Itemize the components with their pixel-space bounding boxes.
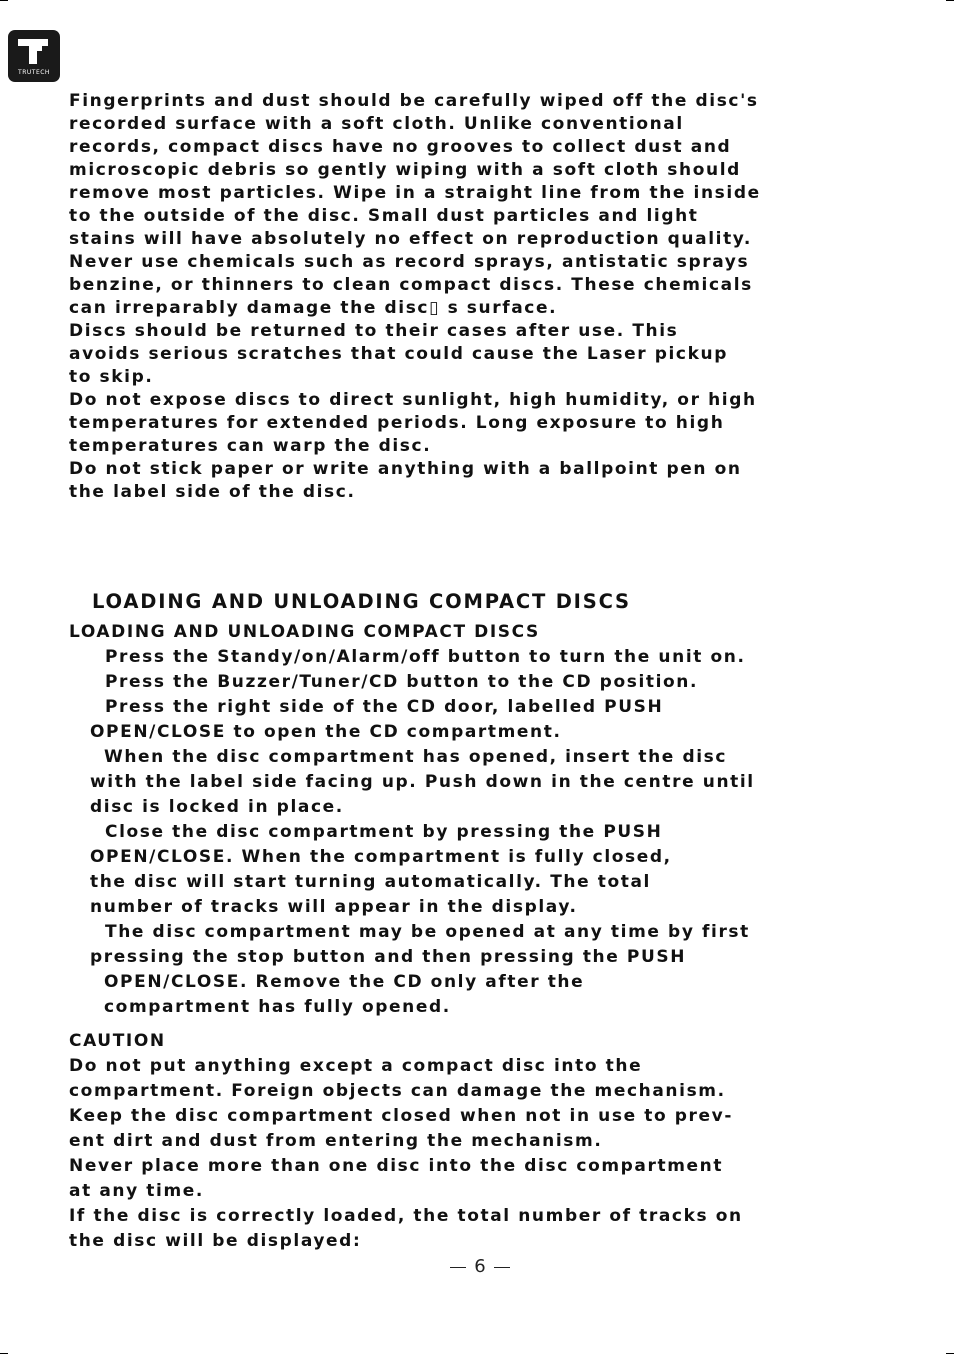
loading-line: OPEN/CLOSE to open the CD compartment. bbox=[90, 722, 562, 742]
care-line: temperatures for extended periods. Long exposure to high bbox=[69, 413, 725, 433]
loading-line: pressing the stop button and then pressing the PUSH bbox=[90, 947, 687, 967]
care-line: can irreparably damage the disc▯ s surface. bbox=[69, 298, 558, 318]
loading-line: the disc will start turning automatically. The total bbox=[90, 872, 651, 892]
page-dash-left bbox=[450, 1267, 466, 1268]
disc-care-section bbox=[69, 90, 761, 504]
loading-line: with the label side facing up. Push down in the centre until bbox=[90, 772, 755, 792]
caution-line: compartment. Foreign objects can damage the mechanism. bbox=[69, 1081, 726, 1101]
crop-mark-top-left bbox=[0, 0, 8, 1]
loading-line: disc is locked in place. bbox=[90, 797, 344, 817]
care-line: Never use chemicals such as record sprays, antistatic sprays bbox=[69, 252, 750, 272]
caution-heading: CAUTION bbox=[69, 1031, 166, 1051]
caution-line: ent dirt and dust from entering the mechanism. bbox=[69, 1131, 603, 1151]
caution-section bbox=[69, 1029, 743, 1254]
logo-brand-text: TRUTECH bbox=[18, 69, 50, 76]
care-line: Fingerprints and dust should be carefully wiped off the disc's bbox=[69, 91, 759, 111]
care-line: recorded surface with a soft cloth. Unlike conventional bbox=[69, 114, 684, 134]
loading-line: number of tracks will appear in the display. bbox=[90, 897, 578, 917]
loading-line: Press the Standy/on/Alarm/off button to turn the unit on. bbox=[105, 647, 746, 667]
loading-line: OPEN/CLOSE. Remove the CD only after the bbox=[104, 972, 585, 992]
care-line: Discs should be returned to their cases after use. This bbox=[69, 321, 679, 341]
care-line: Do not expose discs to direct sunlight, high humidity, or high bbox=[69, 390, 757, 410]
crop-mark-top-right bbox=[946, 0, 954, 1]
loading-line: Press the Buzzer/Tuner/CD button to the CD position. bbox=[105, 672, 699, 692]
loading-line: The disc compartment may be opened at any time by first bbox=[105, 922, 750, 942]
care-line: Do not stick paper or write anything with a ballpoint pen on bbox=[69, 459, 742, 479]
care-line: temperatures can warp the disc. bbox=[69, 436, 432, 456]
page-number bbox=[440, 1256, 520, 1277]
caution-line: If the disc is correctly loaded, the total number of tracks on bbox=[69, 1206, 743, 1226]
caution-line: Do not put anything except a compact disc into the bbox=[69, 1056, 643, 1076]
loading-line: OPEN/CLOSE. When the compartment is fully closed, bbox=[90, 847, 672, 867]
loading-line: Close the disc compartment by pressing the PUSH bbox=[105, 822, 663, 842]
caution-line: the disc will be displayed: bbox=[69, 1231, 362, 1251]
care-line: to skip. bbox=[69, 367, 154, 387]
care-line: benzine, or thinners to clean compact discs. These chemicals bbox=[69, 275, 753, 295]
logo-t-bar bbox=[18, 39, 48, 46]
care-line: records, compact discs have no grooves to collect dust and bbox=[69, 137, 732, 157]
loading-instructions bbox=[69, 620, 755, 1020]
care-line: stains will have absolutely no effect on reproduction quality. bbox=[69, 229, 752, 249]
care-line: the label side of the disc. bbox=[69, 482, 356, 502]
section-title: LOADING AND UNLOADING COMPACT DISCS bbox=[92, 590, 631, 613]
logo-t-stem bbox=[29, 46, 37, 64]
caution-line: Never place more than one disc into the disc compartment bbox=[69, 1156, 724, 1176]
caution-line: Keep the disc compartment closed when not in use to prev- bbox=[69, 1106, 733, 1126]
page-dash-right bbox=[494, 1267, 510, 1268]
logo-t-notch bbox=[37, 46, 42, 51]
care-line: remove most particles. Wipe in a straight line from the inside bbox=[69, 183, 761, 203]
loading-subheading: LOADING AND UNLOADING COMPACT DISCS bbox=[69, 622, 540, 642]
page-number-value: 6 bbox=[474, 1256, 486, 1277]
care-line: avoids serious scratches that could cause the Laser pickup bbox=[69, 344, 728, 364]
brand-logo bbox=[8, 30, 60, 82]
care-line: to the outside of the disc. Small dust particles and light bbox=[69, 206, 699, 226]
loading-line: compartment has fully opened. bbox=[104, 997, 451, 1017]
loading-line: When the disc compartment has opened, insert the disc bbox=[104, 747, 728, 767]
loading-line: Press the right side of the CD door, labelled PUSH bbox=[105, 697, 664, 717]
care-line: microscopic debris so gently wiping with a soft cloth should bbox=[69, 160, 741, 180]
caution-line: at any time. bbox=[69, 1181, 204, 1201]
